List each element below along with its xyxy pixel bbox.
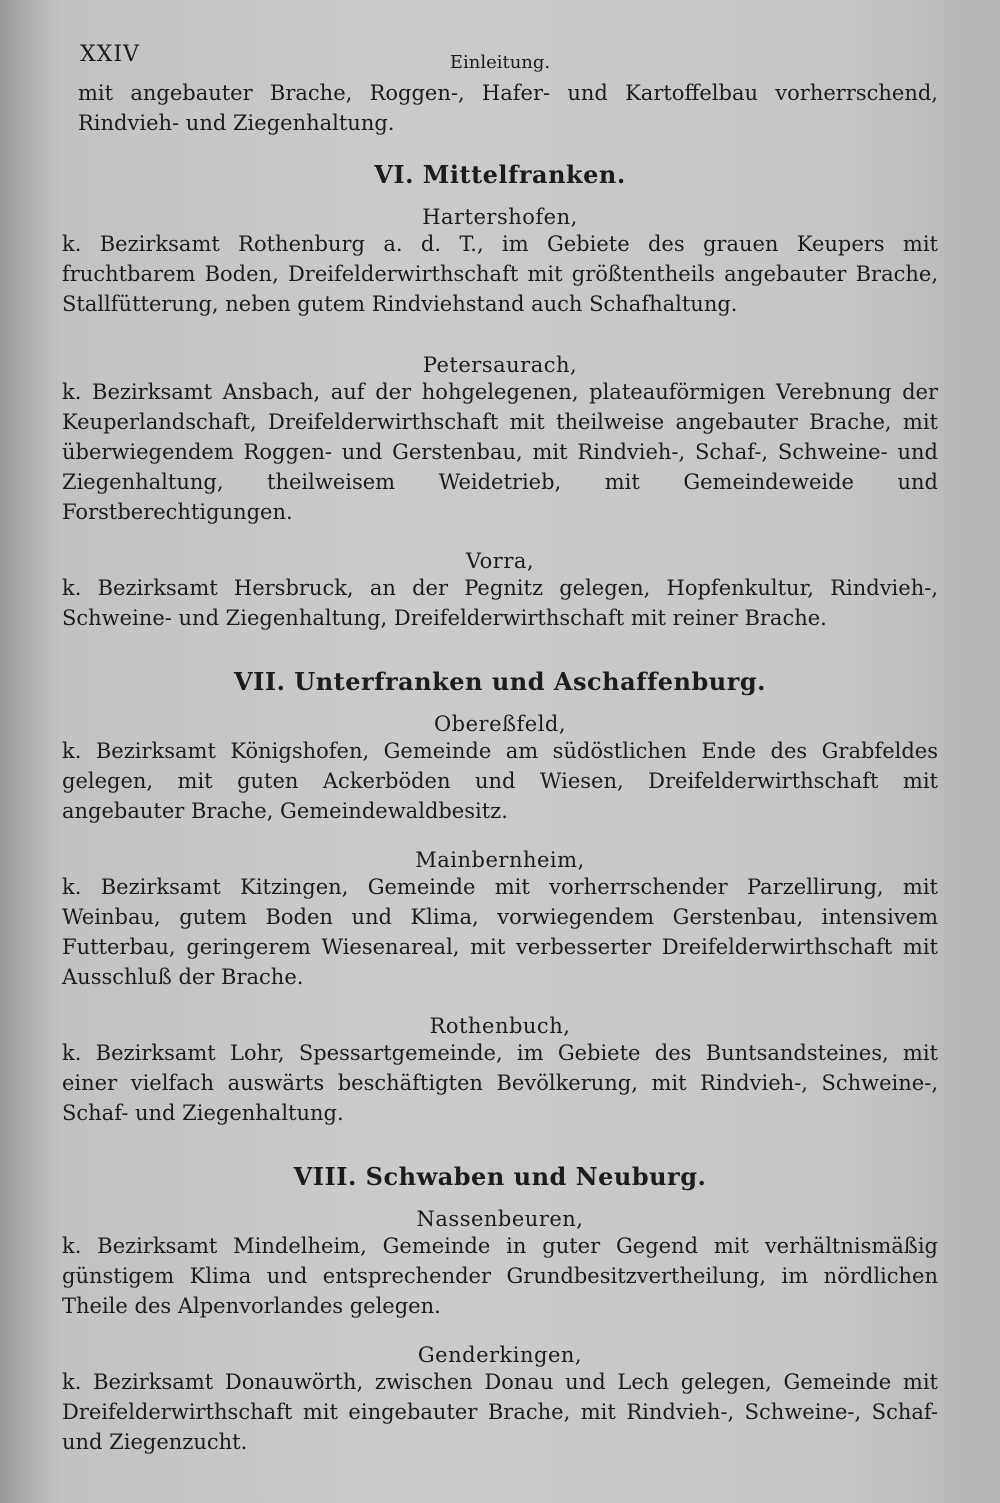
running-head [62,40,938,78]
place-heading-nassenbeuren: Nassenbeuren, [416,1207,584,1231]
entry-text-oberessfeld: k. Bezirksamt Königshofen, Gemeinde am südöstlichen Ende des Grabfeldes gelegen, mit guten Ackerböden und Wiesen, Dreifelderwirthschaft mit angebauter Brache, Gemeindewaldbesitz. [62,739,938,823]
entry-text-nassenbeuren: k. Bezirksamt Mindelheim, Gemeinde in guter Gegend mit verhältnismäßig günstigem Klima und entsprechender Grundbesitzvertheilung, im nördlichen Theile des Alpenvorlandes gelegen. [62,1234,938,1318]
running-title: Einleitung. [449,52,551,73]
place-heading-oberessfeld: Obereßfeld, [433,712,567,736]
entry-text-vorra: k. Bezirksamt Hersbruck, an der Pegnitz gelegen, Hopfenkultur, Rindvieh-, Schweine- und Ziegenhaltung, Dreifelderwirthschaft mit reiner Brache. [62,576,938,630]
entry-text-mainbernheim: k. Bezirksamt Kitzingen, Gemeinde mit vorherrschender Parzellirung, mit Weinbau, gutem Boden und Klima, vorwiegendem Gerstenbau, intensivem Futterbau, geringerem Wiesenareal, mit verbesserter Dreifelderwirthschaft mit Ausschluß der Brache. [62,875,938,989]
page-number: XXIV [80,42,140,67]
section-title-unterfranken: VII. Unterfranken und Aschaffenburg. [234,667,766,696]
entry-text-petersaurach: k. Bezirksamt Ansbach, auf der hohgelegenen, plateauförmigen Verebnung der Keuperlandschaft, Dreifelderwirthschaft mit theilweise angebauter Brache, mit überwiegendem Roggen- und Gerstenbau, mit Rindvieh-, Schaf-, Schweine- und Ziegenhaltung, theilweisem Weidetrieb, mit Gemeindeweide und Forstberechtigungen. [62,380,938,524]
place-heading-mainbernheim: Mainbernheim, [415,848,585,872]
place-heading-rothenbuch: Rothenbuch, [429,1014,571,1038]
section-title-mittelfranken: VI. Mittelfranken. [374,160,626,189]
entry-text-rothenbuch: k. Bezirksamt Lohr, Spessartgemeinde, im Gebiete des Buntsandsteines, mit einer vielfach auswärts beschäftigten Bevölkerung, mit Rindvieh-, Schweine-, Schaf- und Ziegenhaltung. [62,1041,938,1125]
place-heading-vorra: Vorra, [465,549,535,573]
entry-text-genderkingen: k. Bezirksamt Donauwörth, zwischen Donau und Lech gelegen, Gemeinde mit Dreifelderwirthschaft mit eingebauter Brache, mit Rindvieh-, Schweine-, Schaf- und Ziegenzucht. [62,1370,938,1454]
section-title-schwaben: VIII. Schwaben und Neuburg. [293,1162,707,1191]
place-heading-petersaurach: Petersaurach, [422,353,578,377]
place-heading-genderkingen: Genderkingen, [417,1343,583,1367]
place-heading-hartershofen: Hartershofen, [422,205,578,229]
entry-text-hartershofen: k. Bezirksamt Rothenburg a. d. T., im Gebiete des grauen Keupers mit fruchtbarem Boden, Dreifelderwirthschaft mit größtentheils angebauter Brache, Stallfütterung, neben gutem Rindviehstand auch Schafhaltung. [62,232,938,316]
continuation-paragraph: mit angebauter Brache, Roggen-, Hafer- und Kartoffelbau vorherrschend, Rindvieh- und Ziegenhaltung. [78,81,938,135]
